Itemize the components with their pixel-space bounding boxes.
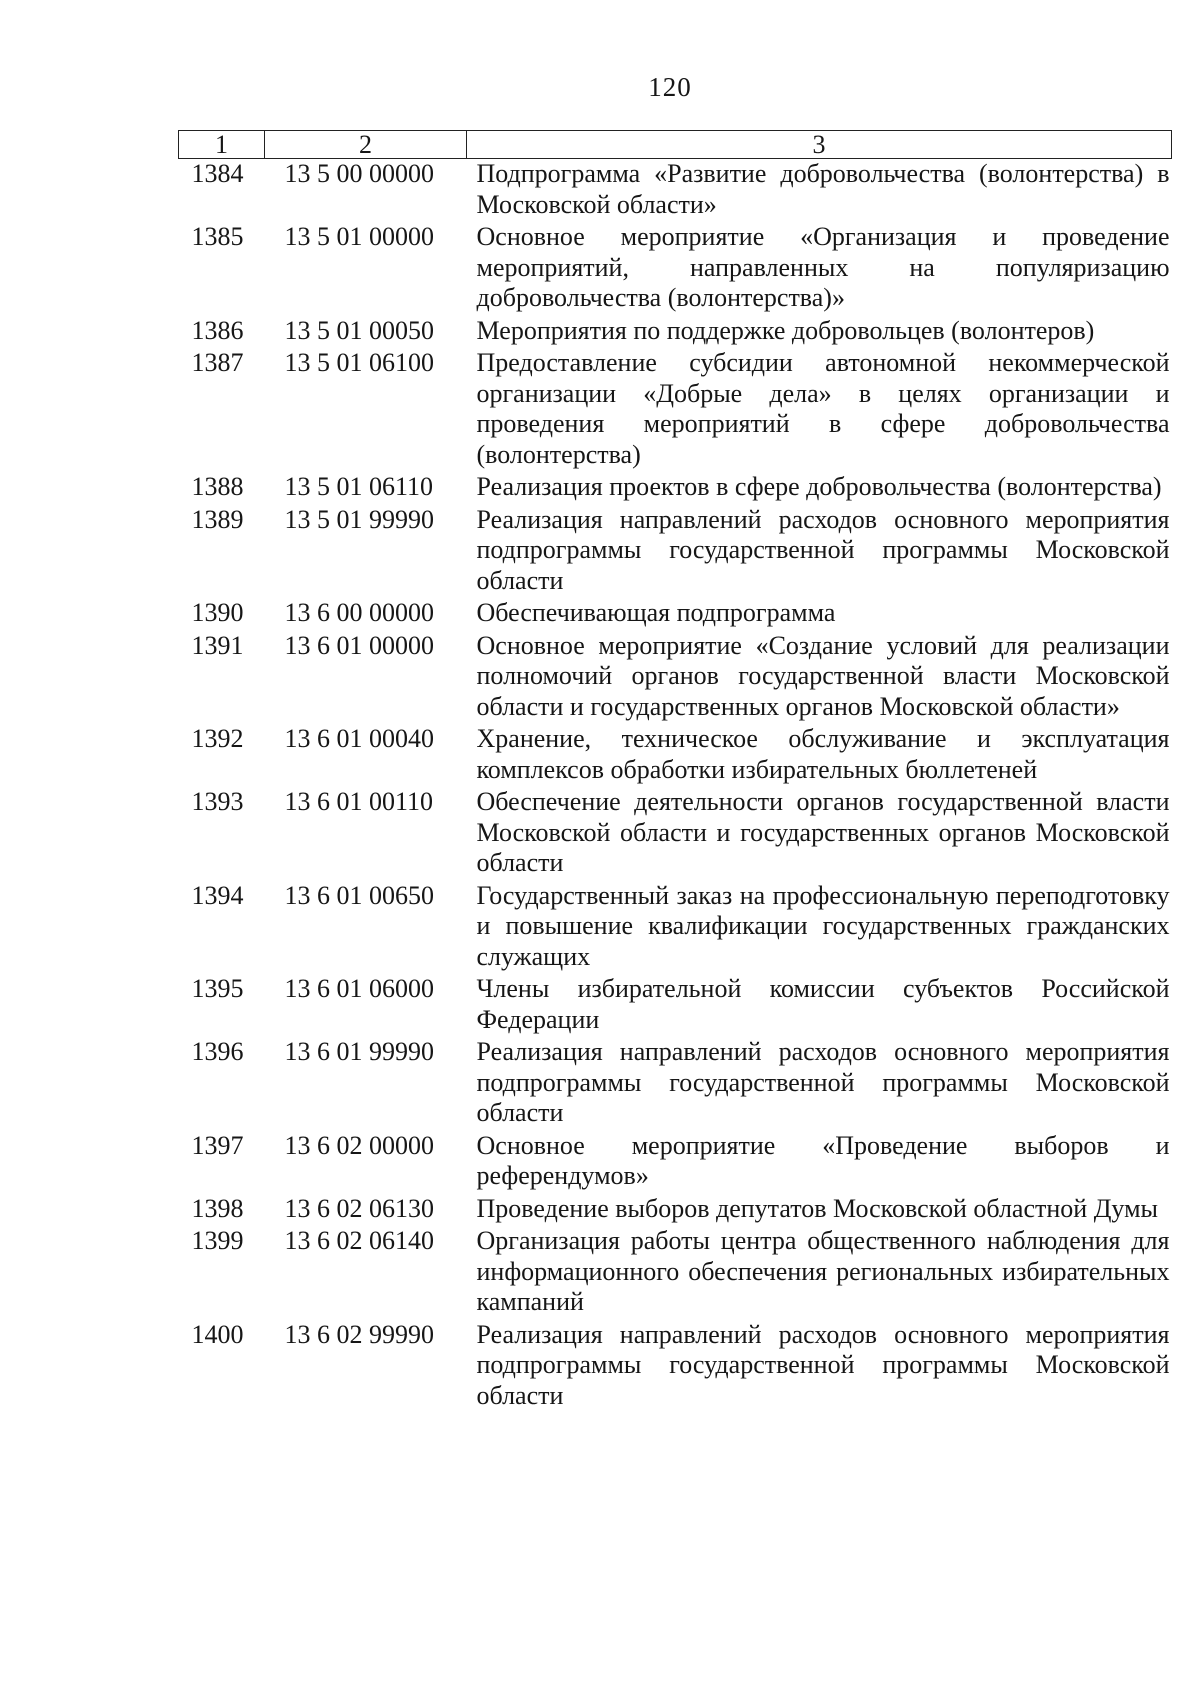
row-number: 1386 [191,315,244,345]
row-description: Реализация проектов в сфере добровольчества (волонтерства) [476,472,1162,501]
table-row [179,1194,1172,1227]
budget-code: 13 6 02 06140 [284,1226,434,1255]
row-number: 1391 [191,630,244,660]
table-row [179,1226,1172,1320]
column-header-2: 2 [265,131,467,159]
table-row [179,1037,1172,1131]
row-number: 1399 [191,1226,244,1255]
table-row [179,787,1172,881]
row-number: 1395 [191,974,244,1003]
row-number: 1396 [191,1037,244,1066]
row-number: 1388 [191,472,244,501]
budget-classification-table [178,130,1172,1413]
row-description: Реализация направлений расходов основного мероприятия подпрограммы государственной программы Московской области [476,1037,1170,1127]
column-header-1: 1 [179,131,265,159]
row-description: Обеспечивающая подпрограмма [476,598,836,627]
table-row [179,316,1172,349]
budget-code: 13 6 01 00000 [284,630,434,660]
table-row [179,472,1172,505]
row-description: Подпрограмма «Развитие добровольчества (волонтерства) в Московской области» [476,159,1170,219]
row-number: 1397 [191,1130,244,1160]
table-row [179,631,1172,725]
budget-code: 13 6 02 06130 [284,1193,434,1223]
row-description: Основное мероприятие «Создание условий для реализации полномочий органов государственной власти Московской области и государственных органов Московской области» [476,630,1170,721]
budget-code: 13 6 01 99990 [284,1037,434,1066]
table-row [179,724,1172,787]
row-number: 1385 [191,222,244,251]
budget-code: 13 5 01 00000 [284,222,434,251]
column-number-header-row [179,131,1172,159]
budget-code: 13 6 00 00000 [284,598,434,627]
row-number: 1394 [191,880,244,910]
row-description: Члены избирательной комиссии субъектов Российской Федерации [476,974,1170,1034]
budget-code: 13 5 01 99990 [284,504,434,534]
row-number: 1390 [191,598,244,627]
row-description: Обеспечение деятельности органов государственной власти Московской области и государственных органов Московской области [476,787,1170,877]
row-description: Основное мероприятие «Проведение выборов и референдумов» [476,1130,1170,1190]
row-number: 1387 [191,348,244,377]
page-number: 120 [648,72,692,102]
row-description: Мероприятия по поддержке добровольцев (волонтеров) [476,315,1095,345]
column-header-3: 3 [467,131,1172,159]
budget-code: 13 5 01 00050 [284,315,434,345]
table-row [179,1320,1172,1414]
table-row [179,1131,1172,1194]
row-description: Основное мероприятие «Организация и проведение мероприятий, направленных на популяризацию добровольчества (волонтерства)» [476,222,1170,312]
table-row [179,881,1172,975]
row-number: 1398 [191,1193,244,1223]
table-row [179,222,1172,316]
row-number: 1392 [191,724,244,753]
budget-code: 13 6 01 00110 [284,787,434,816]
row-description: Хранение, техническое обслуживание и эксплуатация комплексов обработки избирательных бюллетеней [476,724,1170,784]
row-number: 1393 [191,787,244,816]
row-number: 1400 [191,1319,244,1349]
table-row [179,598,1172,631]
row-description: Предоставление субсидии автономной некоммерческой организации «Добрые дела» в целях организации и проведения мероприятий в сфере добровольчества (волонтерства) [476,348,1170,469]
row-description: Реализация направлений расходов основного мероприятия подпрограммы государственной программы Московской области [476,504,1170,595]
table-row [179,974,1172,1037]
budget-code: 13 5 00 00000 [284,159,434,188]
row-description: Проведение выборов депутатов Московской областной Думы [476,1193,1159,1223]
row-description: Организация работы центра общественного наблюдения для информационного обеспечения региональных избирательных кампаний [476,1226,1170,1316]
row-number: 1384 [191,159,244,188]
table-row [179,348,1172,472]
row-description: Государственный заказ на профессиональную переподготовку и повышение квалификации государственных гражданских служащих [476,880,1170,971]
table-row [179,505,1172,599]
budget-code: 13 6 01 00650 [284,880,434,910]
row-description: Реализация направлений расходов основного мероприятия подпрограммы государственной программы Московской области [476,1319,1170,1410]
budget-code: 13 6 02 99990 [284,1319,434,1349]
budget-code: 13 6 01 06000 [284,974,434,1003]
table-row [179,159,1172,223]
budget-code: 13 5 01 06100 [284,348,434,377]
budget-code: 13 6 01 00040 [284,724,434,753]
budget-code: 13 5 01 06110 [284,472,434,501]
row-number: 1389 [191,504,244,534]
budget-code: 13 6 02 00000 [284,1130,434,1160]
